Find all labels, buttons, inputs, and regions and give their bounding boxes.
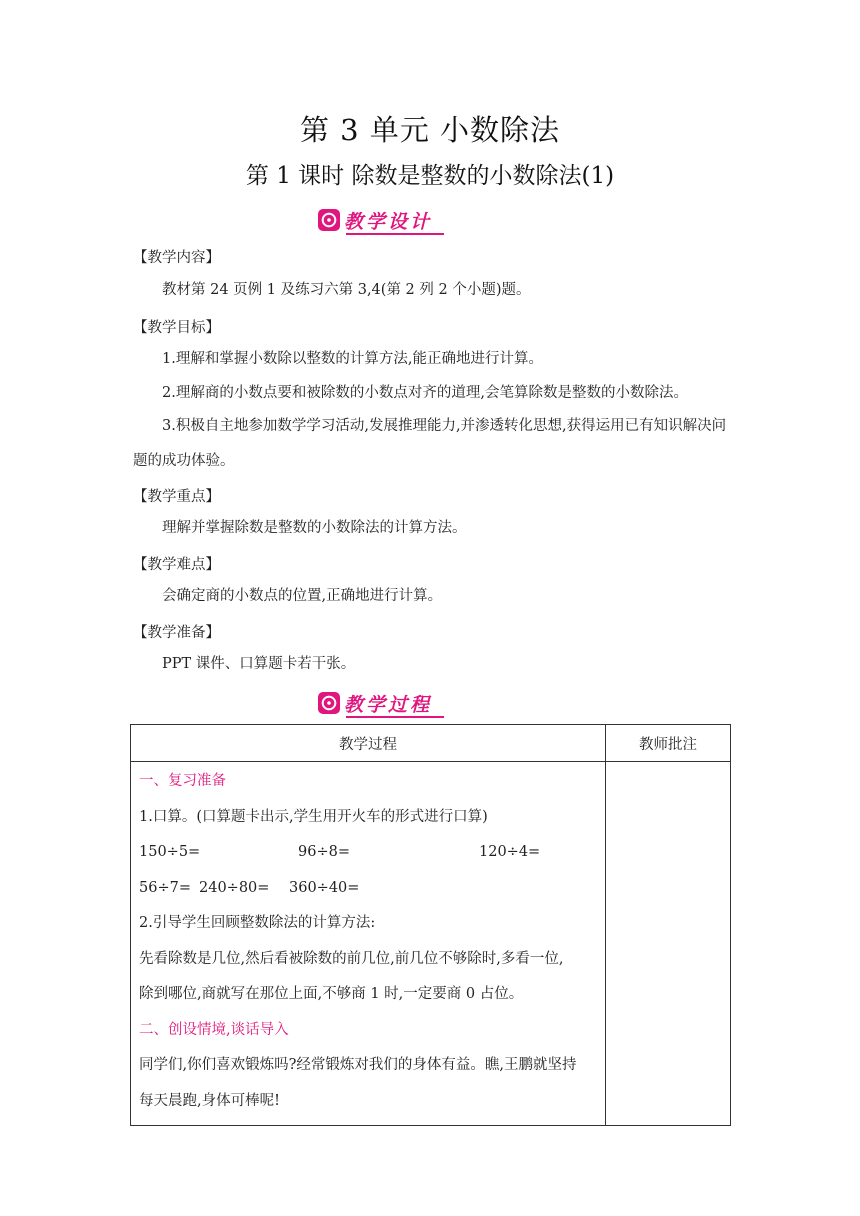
oral-calc-row-2	[139, 871, 599, 907]
content-label: 【教学内容】	[133, 250, 220, 266]
design-badge-label: 教学设计	[344, 210, 433, 233]
goal-item-2: 2.理解商的小数点要和被除数的小数点对齐的道理,会笔算除数是整数的小数除法。	[162, 385, 688, 401]
process-table	[130, 724, 731, 1126]
unit-title: 第 3 单元 小数除法	[299, 113, 561, 147]
equation: 96÷8=	[298, 844, 350, 860]
intro-line-2: 每天晨跑,身体可棒呢!	[139, 1092, 280, 1109]
equation: 360÷40=	[289, 879, 360, 896]
swirl-logo-icon	[318, 209, 340, 231]
header-teacher-notes: 教师批注	[606, 725, 731, 762]
equation: 150÷5=	[139, 844, 201, 860]
process-badge	[318, 688, 432, 718]
table-header-row	[131, 725, 731, 762]
goals-label: 【教学目标】	[133, 320, 220, 336]
review-line-1: 先看除数是几位,然后看被除数的前几位,前几位不够除时,多看一位,	[139, 950, 564, 967]
equation: 56÷7=	[139, 879, 191, 896]
process-badge-underline	[346, 716, 444, 718]
review-title: 2.引导学生回顾整数除法的计算方法:	[139, 915, 376, 931]
goal-item-3: 3.积极自主地参加数学学习活动,发展推理能力,并渗透转化思想,获得运用已有知识解决问题的成功体验。	[133, 418, 727, 469]
key-text: 理解并掌握除数是整数的小数除法的计算方法。	[162, 520, 467, 536]
teacher-notes-cell	[606, 762, 731, 1126]
equation: 120÷4=	[479, 844, 541, 860]
prep-text: PPT 课件、口算题卡若干张。	[162, 656, 356, 672]
difficulty-label: 【教学难点】	[133, 557, 220, 573]
difficulty-text: 会确定商的小数点的位置,正确地进行计算。	[162, 588, 443, 604]
swirl-logo-icon	[318, 692, 340, 714]
prep-label: 【教学准备】	[133, 625, 220, 641]
part2-title: 二、创设情境,谈话导入	[139, 1021, 289, 1038]
key-label: 【教学重点】	[133, 489, 220, 505]
goal-item-1: 1.理解和掌握小数除以整数的计算方法,能正确地进行计算。	[162, 351, 543, 367]
intro-line-1: 同学们,你们喜欢锻炼吗?经常锻炼对我们的身体有益。瞧,王鹏就坚持	[139, 1057, 577, 1073]
review-line-2: 除到哪位,商就写在那位上面,不够商 1 时,一定要商 0 占位。	[139, 986, 524, 1002]
table-row	[131, 762, 731, 1126]
oral-calc-instruction: 1.口算。(口算题卡出示,学生用开火车的形式进行口算)	[139, 808, 488, 825]
design-badge-underline	[346, 233, 444, 235]
process-badge-label: 教学过程	[344, 693, 433, 716]
process-cell	[131, 762, 606, 1126]
part1-title: 一、复习准备	[139, 773, 226, 789]
equation: 240÷80=	[199, 879, 270, 896]
header-process: 教学过程	[131, 725, 606, 762]
oral-calc-row-1	[139, 835, 599, 871]
lesson-title: 第 1 课时 除数是整数的小数除法(1)	[245, 163, 615, 189]
content-text: 教材第 24 页例 1 及练习六第 3,4(第 2 列 2 个小题)题。	[162, 282, 531, 298]
design-badge	[318, 205, 432, 235]
